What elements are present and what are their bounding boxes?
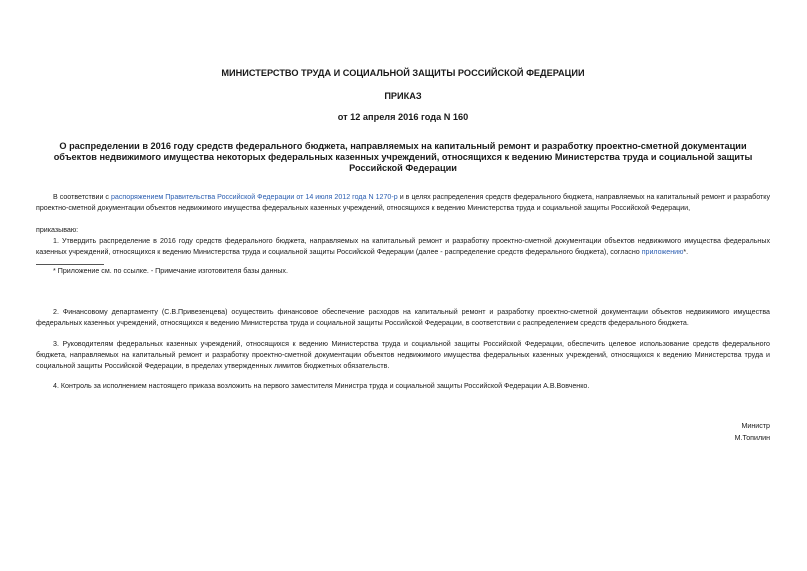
doc-type-heading: ПРИКАЗ [384, 91, 422, 101]
footnote-divider [36, 264, 104, 265]
ministry-heading: МИНИСТЕРСТВО ТРУДА И СОЦИАЛЬНОЙ ЗАЩИТЫ РОССИЙСКОЙ ФЕДЕРАЦИИ [221, 68, 585, 78]
footnote: * Приложение см. по ссылке. - Примечание изготовителя базы данных. [53, 267, 288, 275]
appendix-link[interactable]: приложению [641, 248, 684, 257]
intro-text-after: и в целях распределения средств федерального бюджета, направляемых на капитальный ремонт и разработку проектно-сметной документации объектов недвижимого имущества федеральных казенных учреждений, относящихся к ведению Министерства труда и социальной защиты Российской Федерации, [36, 193, 771, 213]
item-1-text-before: 1. Утвердить распределение в 2016 году средств федерального бюджета, направляемых на капитальный ремонт и разработку проектно-сметной документации объектов недвижимого имущества федеральных казенных учреждений, относящихся к ведению Министерства труда и социальной защиты Российской Федерации (далее - распределение средств федерального бюджета), согласно [36, 237, 770, 257]
item-1-paragraph [36, 236, 770, 258]
intro-text-before: В соответствии с [53, 193, 111, 201]
item-4-paragraph: 4. Контроль за исполнением настоящего приказа возложить на первого заместителя Министра труда и социальной защиты Российской Федерации А.В.Вовченко. [53, 382, 590, 390]
signature-name: М.Топилин [734, 434, 770, 442]
signature-role: Министр [741, 422, 770, 430]
intro-paragraph [36, 192, 770, 214]
government-decree-link[interactable]: распоряжением Правительства Российской Федерации от 14 июля 2012 года N 1270-р [110, 193, 398, 201]
item-2-paragraph: 2. Финансовому департаменту (С.В.Привезенцева) осуществить финансовое обеспечение расходов на капитальный ремонт и разработку проектно-сметной документации объектов недвижимого имущества федеральных казенных учреждений, относящихся к ведению Министерства труда и социальной защиты Российской Федерации, в соответствии с распределением средств федерального бюджета. [36, 308, 770, 328]
item-3-paragraph: 3. Руководителям федеральных казенных учреждений, относящихся к ведению Министерства труда и социальной защиты Российской Федерации, обеспечить целевое использование средств федерального бюджета, направляемых на капитальный ремонт и разработку проектно-сметной документации объектов недвижимого имущества федеральных казенных учреждений, относящихся к ведению Министерства труда и социальной защиты Российской Федерации, в пределах утвержденных лимитов бюджетных обязательств. [36, 340, 770, 371]
item-1-text-after: *. [683, 248, 689, 257]
orders-line: приказываю: [36, 226, 79, 234]
document-title: О распределении в 2016 году средств федерального бюджета, направляемых на капитальный ремонт и разработку проектно-сметной документации объектов недвижимого имущества некоторых федеральных казенных учреждений, относящихся к ведению Министерства труда и социальной защиты Российской Федерации [53, 141, 753, 173]
date-number-heading: от 12 апреля 2016 года N 160 [337, 112, 469, 122]
